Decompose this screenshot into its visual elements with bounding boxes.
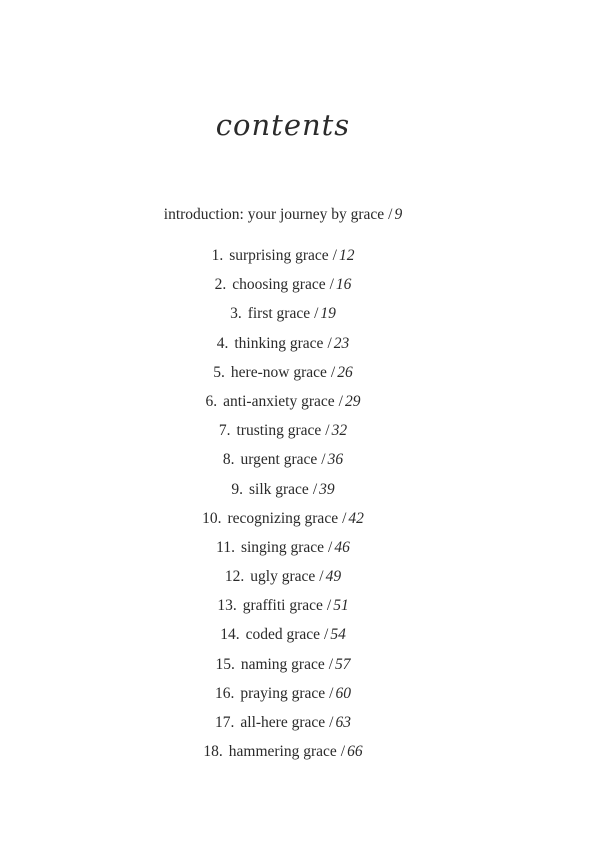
chapter-number: 7. xyxy=(218,422,231,440)
toc-entry[interactable] xyxy=(0,362,566,391)
chapter-title: silk grace xyxy=(248,480,309,498)
chapter-number: 9. xyxy=(231,480,243,498)
chapter-number: 14. xyxy=(220,626,240,644)
toc-entry[interactable] xyxy=(0,479,566,508)
toc-page-number: 63 xyxy=(335,714,351,731)
toc-page-number: 46 xyxy=(334,538,350,556)
toc-page-number: 36 xyxy=(327,451,344,469)
toc-page-number: 60 xyxy=(335,684,351,702)
toc-separator: / xyxy=(328,538,333,556)
toc-page-number: 49 xyxy=(325,568,342,586)
chapter-title: recognizing grace xyxy=(227,509,339,527)
chapter-number: 16. xyxy=(215,684,235,702)
toc-separator: / xyxy=(325,422,330,440)
toc-page-number: 19 xyxy=(320,305,336,323)
toc-page-number: 16 xyxy=(335,276,352,294)
toc-entry[interactable] xyxy=(0,566,566,595)
chapter-title: here-now grace xyxy=(230,363,327,381)
toc-entry[interactable] xyxy=(0,624,566,653)
toc-separator: / xyxy=(319,568,324,586)
toc-entry[interactable] xyxy=(0,712,566,741)
toc-separator: / xyxy=(328,655,334,673)
toc-separator: / xyxy=(342,509,347,527)
chapter-number: 13. xyxy=(217,597,237,615)
toc-entry[interactable] xyxy=(0,595,566,624)
chapter-number: 2. xyxy=(214,276,227,294)
chapter-title: singing grace xyxy=(240,538,325,556)
toc-separator: / xyxy=(340,743,346,761)
chapter-title: praying grace xyxy=(240,684,326,702)
toc-separator: / xyxy=(329,684,334,702)
toc-entry-title: introduction: your journey by grace xyxy=(163,206,385,223)
chapter-title: hammering grace xyxy=(228,743,337,761)
chapter-number: 4. xyxy=(216,334,229,352)
toc-separator: / xyxy=(329,276,334,294)
toc-separator: / xyxy=(388,206,393,223)
toc-page-number: 57 xyxy=(335,655,351,673)
toc-list xyxy=(0,245,566,770)
toc-entry[interactable] xyxy=(0,741,566,770)
chapter-number: 17. xyxy=(215,714,235,731)
toc-page-number: 66 xyxy=(347,743,363,761)
toc-separator: / xyxy=(330,363,336,381)
chapter-title: coded grace xyxy=(245,626,320,644)
toc-entry[interactable] xyxy=(0,274,566,303)
chapter-title: first grace xyxy=(247,305,311,323)
toc-entry[interactable] xyxy=(0,245,566,274)
chapter-number: 3. xyxy=(230,305,242,323)
toc-separator: / xyxy=(327,334,332,352)
chapter-number: 12. xyxy=(224,568,245,586)
toc-separator: / xyxy=(312,480,318,498)
toc-page-number: 51 xyxy=(333,597,349,615)
chapter-title: surprising grace xyxy=(229,247,329,264)
chapter-number: 15. xyxy=(215,655,235,673)
toc-entry[interactable] xyxy=(0,391,566,420)
toc-separator: / xyxy=(332,247,337,264)
toc-page-number: 32 xyxy=(331,422,348,440)
chapter-number: 6. xyxy=(205,392,218,410)
toc-entry-introduction[interactable] xyxy=(0,206,566,224)
toc-page-number: 12 xyxy=(338,247,355,264)
chapter-title: graffiti grace xyxy=(242,597,323,615)
toc-page-number: 26 xyxy=(337,363,353,381)
chapter-title: all-here grace xyxy=(240,714,326,731)
toc-entry[interactable] xyxy=(0,333,566,362)
chapter-title: ugly grace xyxy=(250,568,316,586)
chapter-number: 10. xyxy=(202,509,222,527)
toc-separator: / xyxy=(314,305,319,323)
toc-entry[interactable] xyxy=(0,420,566,449)
toc-entry[interactable] xyxy=(0,683,566,712)
chapter-title: naming grace xyxy=(240,655,325,673)
chapter-title: thinking grace xyxy=(234,334,324,352)
toc-separator: / xyxy=(324,626,329,644)
toc-page-number: 9 xyxy=(394,206,403,223)
toc-separator: / xyxy=(338,392,343,410)
toc-entry[interactable] xyxy=(0,508,566,537)
chapter-number: 5. xyxy=(213,363,225,381)
toc-page-number: 29 xyxy=(344,392,361,410)
toc-entry[interactable] xyxy=(0,537,566,566)
toc-page-number: 23 xyxy=(333,334,350,352)
toc-separator: / xyxy=(321,451,326,469)
toc-page-number: 54 xyxy=(330,626,346,644)
chapter-number: 11. xyxy=(216,538,235,556)
chapter-number: 1. xyxy=(211,247,224,264)
page-title: contents xyxy=(215,108,351,142)
chapter-title: anti-anxiety grace xyxy=(223,392,335,410)
toc-entry[interactable] xyxy=(0,303,566,332)
chapter-title: choosing grace xyxy=(232,276,326,294)
toc-page-number: 39 xyxy=(319,480,335,498)
toc-page-number: 42 xyxy=(348,509,364,527)
chapter-title: urgent grace xyxy=(240,451,318,469)
chapter-number: 18. xyxy=(203,743,223,761)
toc-entry[interactable] xyxy=(0,654,566,683)
toc-separator: / xyxy=(326,597,332,615)
chapter-title: trusting grace xyxy=(236,422,322,440)
chapter-number: 8. xyxy=(222,451,235,469)
toc-entry[interactable] xyxy=(0,449,566,478)
toc-separator: / xyxy=(329,714,334,731)
